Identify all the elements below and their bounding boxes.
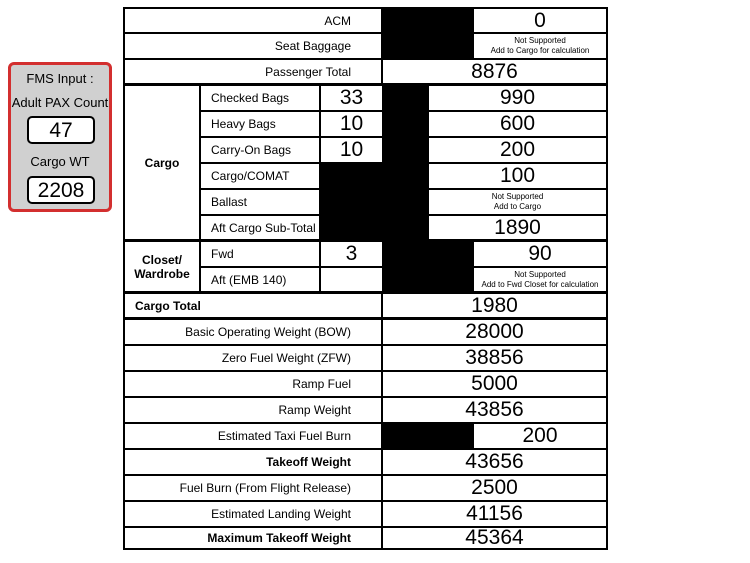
closet-blocked-cell <box>383 241 473 293</box>
seat-baggage-note: Not Supported Add to Cargo for calculation <box>473 33 608 59</box>
checked-bags-count: 33 <box>320 85 383 111</box>
cargo-total-label: Cargo Total <box>123 293 383 319</box>
landing-weight-value: 41156 <box>383 501 608 527</box>
fuel-burn-value: 2500 <box>383 475 608 501</box>
cargo-total-value: 1980 <box>383 293 608 319</box>
ramp-fuel-label: Ramp Fuel <box>123 371 383 397</box>
bags-blocked-cell <box>383 85 428 163</box>
carry-on-bags-label: Carry-On Bags <box>200 137 320 163</box>
taxi-fuel-burn-value: 200 <box>473 423 608 449</box>
heavy-bags-count: 10 <box>320 111 383 137</box>
taxi-fuel-blocked-cell <box>383 423 473 449</box>
bow-value: 28000 <box>383 319 608 345</box>
cargo-group-label: Cargo <box>123 85 200 241</box>
fms-input-title: FMS Input : <box>26 71 94 86</box>
closet-aft-label: Aft (EMB 140) <box>200 267 320 293</box>
cargo-comat-label: Cargo/COMAT <box>200 163 320 189</box>
max-takeoff-weight-label: Maximum Takeoff Weight <box>123 527 383 550</box>
takeoff-weight-value: 43656 <box>383 449 608 475</box>
carry-on-bags-value: 200 <box>428 137 608 163</box>
checked-bags-value: 990 <box>428 85 608 111</box>
heavy-bags-value: 600 <box>428 111 608 137</box>
ramp-weight-value: 43856 <box>383 397 608 423</box>
cargo-wt-field[interactable]: 2208 <box>27 176 95 204</box>
cargo-wt-label: Cargo WT <box>30 154 90 169</box>
carry-on-bags-count: 10 <box>320 137 383 163</box>
taxi-fuel-burn-label: Estimated Taxi Fuel Burn <box>123 423 383 449</box>
aft-cargo-subtotal-value: 1890 <box>428 215 608 241</box>
zfw-value: 38856 <box>383 345 608 371</box>
closet-wardrobe-label: Closet/ Wardrobe <box>123 241 200 293</box>
zfw-label: Zero Fuel Weight (ZFW) <box>123 345 383 371</box>
acm-label: ACM <box>123 7 383 33</box>
ramp-fuel-value: 5000 <box>383 371 608 397</box>
weight-balance-table <box>123 7 608 550</box>
acm-blocked-cell <box>383 7 473 59</box>
closet-fwd-label: Fwd <box>200 241 320 267</box>
ballast-label: Ballast <box>200 189 320 215</box>
adult-pax-label: Adult PAX Count <box>11 95 109 110</box>
passenger-total-label: Passenger Total <box>123 59 383 85</box>
ballast-note: Not Supported Add to Cargo <box>428 189 608 215</box>
takeoff-weight-label: Takeoff Weight <box>123 449 383 475</box>
closet-fwd-value: 90 <box>473 241 608 267</box>
closet-fwd-count: 3 <box>320 241 383 267</box>
landing-weight-label: Estimated Landing Weight <box>123 501 383 527</box>
acm-value: 0 <box>473 7 608 33</box>
cargo-blocked-cell <box>320 163 428 241</box>
fuel-burn-label: Fuel Burn (From Flight Release) <box>123 475 383 501</box>
aft-cargo-subtotal-label: Aft Cargo Sub-Total <box>200 215 320 241</box>
ramp-weight-label: Ramp Weight <box>123 397 383 423</box>
heavy-bags-label: Heavy Bags <box>200 111 320 137</box>
adult-pax-count-field[interactable]: 47 <box>27 116 95 144</box>
max-takeoff-weight-value: 45364 <box>383 527 608 550</box>
fms-input-panel <box>8 62 112 212</box>
checked-bags-label: Checked Bags <box>200 85 320 111</box>
closet-aft-count <box>320 267 383 293</box>
passenger-total-value: 8876 <box>383 59 608 85</box>
bow-label: Basic Operating Weight (BOW) <box>123 319 383 345</box>
seat-baggage-label: Seat Baggage <box>123 33 383 59</box>
cargo-comat-value: 100 <box>428 163 608 189</box>
closet-aft-note: Not Supported Add to Fwd Closet for calculation <box>473 267 608 293</box>
